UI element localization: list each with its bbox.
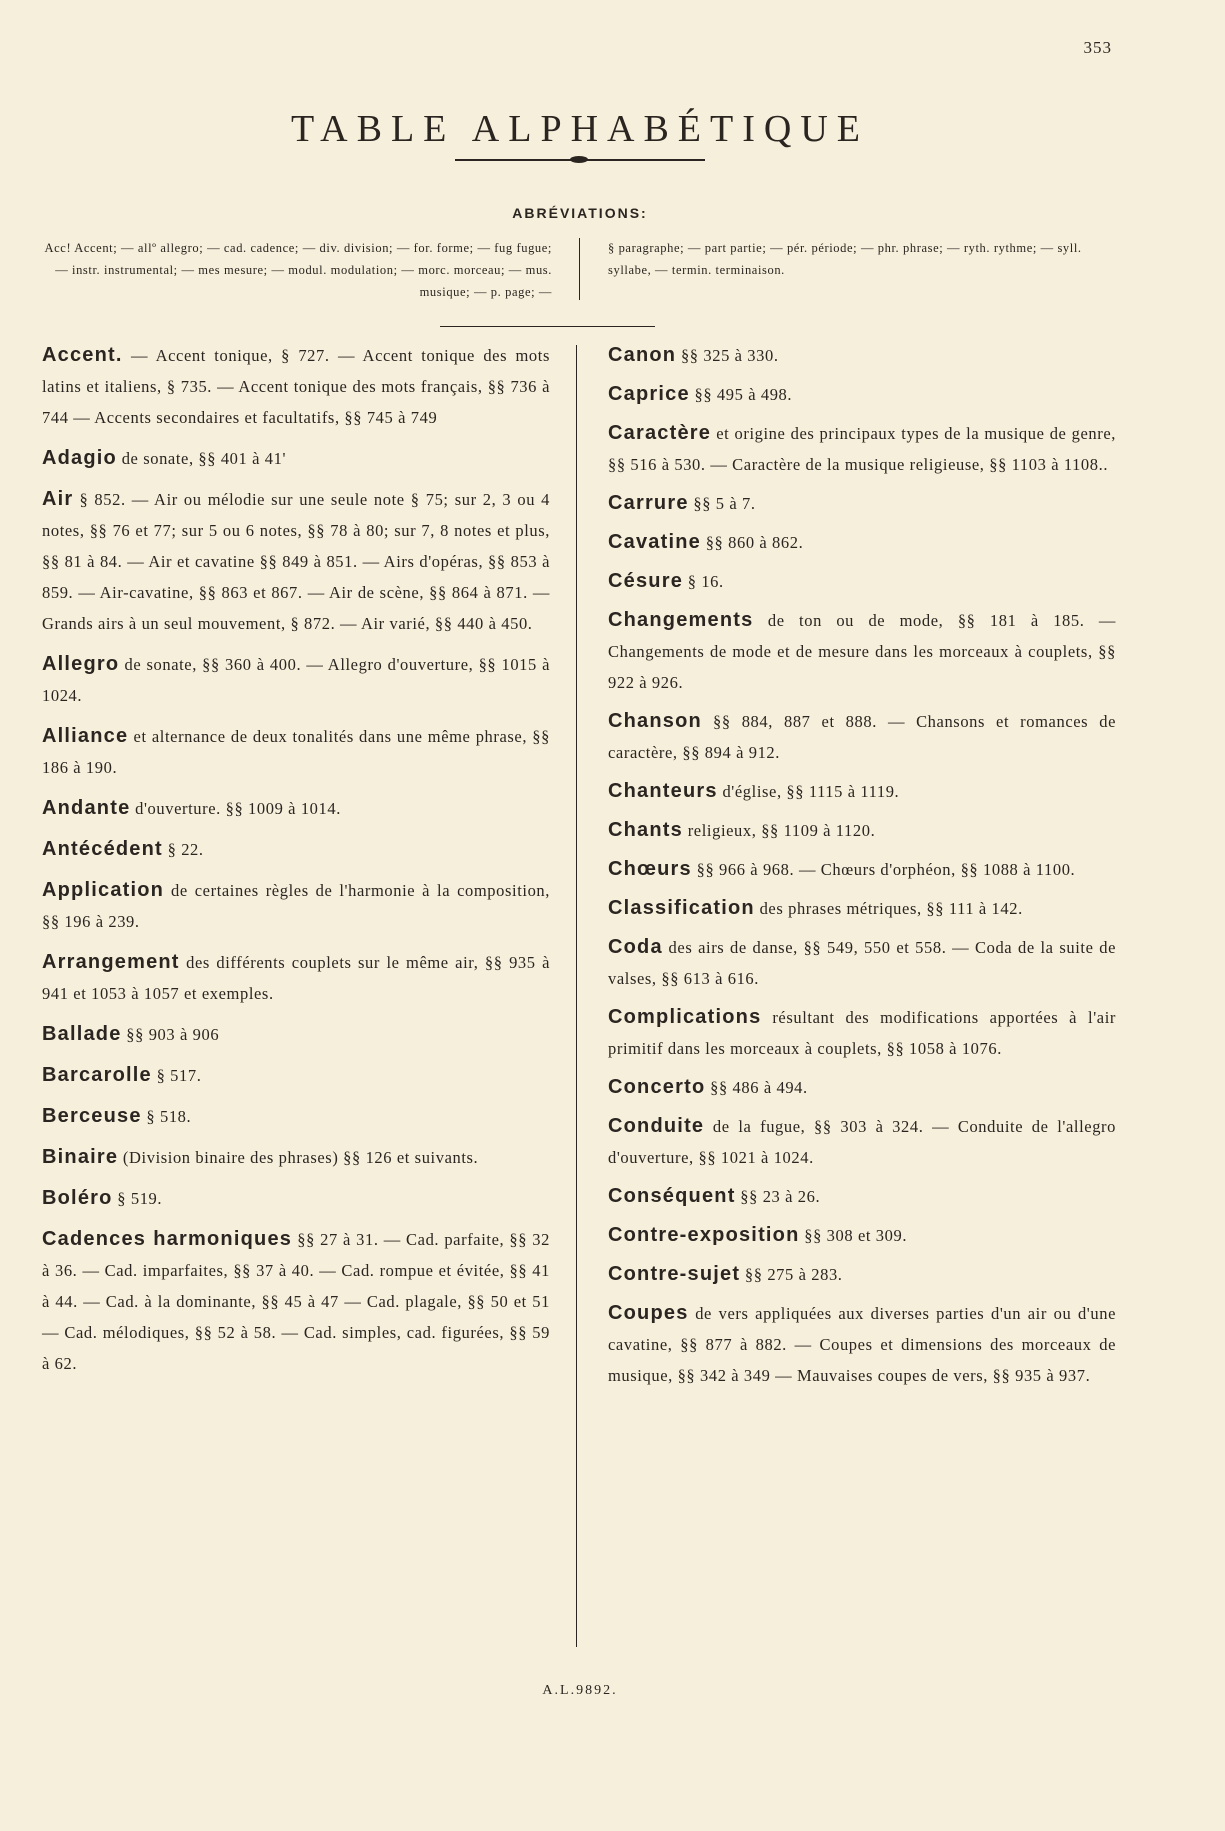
- index-entry: [608, 1111, 1116, 1173]
- entry-body: des airs de danse, §§ 549, 550 et 558. — Coda de la suite de valses, §§ 613 à 616.: [608, 938, 1116, 988]
- index-entry: [42, 484, 550, 639]
- entry-headword: Césure: [608, 570, 684, 592]
- entry-headword: Changements: [608, 609, 754, 631]
- index-entry: [42, 721, 550, 783]
- entry-headword: Allegro: [42, 653, 120, 675]
- entry-headword: Chœurs: [608, 858, 692, 880]
- entry-body: §§ 27 à 31. — Cad. parfaite, §§ 32 à 36. — Cad. imparfaites, §§ 37 à 40. — Cad. rompue et évitée, §§ 41 à 44. — Cad. à la dominante, §§ 45 à 47 — Cad. plagale, §§ 50 et 51 — Cad. mélodiques, §§ 52 à 58. — Cad. simples, cad. figurées, §§ 59 à 62.: [42, 1230, 551, 1373]
- index-entry: [42, 1060, 550, 1091]
- entry-body: et origine des principaux types de la musique de genre, §§ 516 à 530. — Caractère de la musique religieuse, §§ 1103 à 1108..: [608, 424, 1116, 474]
- ornament-dot: [570, 156, 588, 163]
- entry-headword: Andante: [42, 797, 131, 819]
- entry-body: § 518.: [141, 1107, 192, 1126]
- entry-headword: Caractère: [608, 422, 712, 444]
- entry-body: § 852. — Air ou mélodie sur une seule note § 75; sur 2, 3 ou 4 notes, §§ 76 et 77; sur 5 ou 6 notes, §§ 78 à 80; sur 7, 8 notes et plus, §§ 81 à 84. — Air et cavatine §§ 849 à 851. — Airs d'opéras, §§ 853 à 859. — Air-cavatine, §§ 863 et 867. — Air de scène, §§ 864 à 871. — Grands airs à un seul mouvement, § 872. — Air varié, §§ 440 à 450.: [42, 490, 550, 633]
- entry-body: d'ouverture. §§ 1009 à 1014.: [130, 799, 341, 818]
- index-entry: [608, 1181, 1116, 1212]
- abbreviations-divider: [579, 238, 580, 300]
- index-entry: [608, 706, 1116, 768]
- index-entry: [608, 488, 1116, 519]
- entry-body: § 517.: [151, 1066, 202, 1085]
- index-entry: [608, 932, 1116, 994]
- entry-headword: Air: [42, 488, 74, 510]
- entry-headword: Ballade: [42, 1023, 122, 1045]
- entry-headword: Chants: [608, 819, 683, 841]
- entry-headword: Chanson: [608, 710, 702, 732]
- entry-body: de la fugue, §§ 303 à 324. — Conduite de l'allegro d'ouverture, §§ 1021 à 1024.: [608, 1117, 1116, 1167]
- entry-headword: Antécédent: [42, 838, 163, 860]
- entry-body: religieux, §§ 1109 à 1120.: [682, 821, 876, 840]
- entry-headword: Berceuse: [42, 1105, 142, 1127]
- index-entry: [608, 1298, 1116, 1391]
- entry-headword: Accent.: [42, 344, 123, 366]
- entry-headword: Chanteurs: [608, 780, 718, 802]
- index-entry: [608, 1002, 1116, 1064]
- entry-headword: Adagio: [42, 447, 117, 469]
- page-number: 353: [1083, 38, 1112, 57]
- column-divider: [576, 345, 577, 1647]
- footer-plate-number: A.L.9892.: [542, 1683, 618, 1698]
- entry-body: de ton ou de mode, §§ 181 à 185. — Changements de mode et de mesure dans les morceaux à couplets, §§ 922 à 926.: [608, 611, 1116, 692]
- index-entry: [608, 815, 1116, 846]
- entry-body: de sonate, §§ 401 à 41': [116, 449, 287, 468]
- entry-body: §§ 275 à 283.: [740, 1265, 843, 1284]
- index-entry: [608, 1072, 1116, 1103]
- index-entry: [42, 1142, 550, 1173]
- index-entry: [42, 1224, 550, 1379]
- index-entry: [42, 1101, 550, 1132]
- entry-body: § 16.: [683, 572, 724, 591]
- entry-body: de sonate, §§ 360 à 400. — Allegro d'ouverture, §§ 1015 à 1024.: [42, 655, 550, 705]
- entry-body: des différents couplets sur le même air, §§ 935 à 941 et 1053 à 1057 et exemples.: [42, 953, 550, 1003]
- index-entry: [608, 566, 1116, 597]
- entry-body: §§ 884, 887 et 888. — Chansons et romances de caractère, §§ 894 à 912.: [608, 712, 1116, 762]
- entry-headword: Alliance: [42, 725, 129, 747]
- entry-headword: Boléro: [42, 1187, 113, 1209]
- index-column-left: [42, 340, 550, 1379]
- abbreviations-rule: [440, 326, 655, 327]
- entry-headword: Contre-sujet: [608, 1263, 741, 1285]
- entry-body: § 519.: [112, 1189, 163, 1208]
- index-entry: [608, 1259, 1116, 1290]
- index-entry: [42, 340, 550, 433]
- entry-body: et alternance de deux tonalités dans une même phrase, §§ 186 à 190.: [42, 727, 550, 777]
- index-entry: [608, 527, 1116, 558]
- title-ornament: [455, 156, 705, 164]
- entry-body: de vers appliquées aux diverses parties d'un air ou d'une cavatine, §§ 877 à 882. — Coupes et dimensions des morceaux de musique, §§ 342 à 349 — Mauvaises coupes de vers, §§ 935 à 937.: [608, 1304, 1116, 1385]
- index-entry: [42, 834, 550, 865]
- abbreviations-right: § paragraphe; — part partie; — pér. période; — phr. phrase; — ryth. rythme; — syll. syllabe, — termin. terminaison.: [608, 241, 1082, 277]
- index-entry: [42, 1183, 550, 1214]
- entry-headword: Coupes: [608, 1302, 689, 1324]
- entry-body: §§ 966 à 968. — Chœurs d'orphéon, §§ 1088 à 1100.: [691, 860, 1076, 879]
- entry-headword: Caprice: [608, 383, 690, 405]
- entry-body: §§ 486 à 494.: [705, 1078, 808, 1097]
- entry-body: des phrases métriques, §§ 111 à 142.: [754, 899, 1023, 918]
- index-column-right: [608, 340, 1116, 1391]
- entry-body: §§ 860 à 862.: [700, 533, 804, 552]
- abbreviations-heading: ABRÉVIATIONS:: [512, 205, 648, 221]
- index-entry: [42, 875, 550, 937]
- index-entry: [608, 1220, 1116, 1251]
- index-entry: [42, 1019, 550, 1050]
- entry-headword: Carrure: [608, 492, 689, 514]
- entry-body: §§ 903 à 906: [121, 1025, 220, 1044]
- index-entry: [608, 379, 1116, 410]
- abbreviations-left: Acc! Accent; — allº allegro; — cad. cadence; — div. division; — for. forme; — fug fugue; — instr. instrumental; — mes mesure; — modul. modulation; — morc. morceau; — mus. musique; — p. page; —: [44, 241, 552, 299]
- entry-body: § 22.: [162, 840, 204, 859]
- index-entry: [608, 776, 1116, 807]
- entry-body: §§ 308 et 309.: [799, 1226, 908, 1245]
- entry-headword: Complications: [608, 1006, 762, 1028]
- index-entry: [608, 340, 1116, 371]
- entry-body: de certaines règles de l'harmonie à la composition, §§ 196 à 239.: [42, 881, 550, 931]
- index-entry: [608, 418, 1116, 480]
- index-entry: [608, 854, 1116, 885]
- entry-headword: Conséquent: [608, 1185, 736, 1207]
- entry-headword: Arrangement: [42, 951, 180, 973]
- entry-headword: Canon: [608, 344, 677, 366]
- entry-body: résultant des modifications apportées à l'air primitif dans les morceaux à couplets, §§ 1058 à 1076.: [608, 1008, 1116, 1058]
- index-entry: [42, 443, 550, 474]
- entry-headword: Contre-exposition: [608, 1224, 800, 1246]
- index-entry: [42, 947, 550, 1009]
- entry-headword: Concerto: [608, 1076, 706, 1098]
- entry-headword: Conduite: [608, 1115, 705, 1137]
- index-entry: [608, 605, 1116, 698]
- entry-body: §§ 495 à 498.: [689, 385, 793, 404]
- entry-headword: Application: [42, 879, 165, 901]
- entry-headword: Classification: [608, 897, 755, 919]
- entry-headword: Barcarolle: [42, 1064, 152, 1086]
- index-entry: [42, 793, 550, 824]
- page-title: TABLE ALPHABÉTIQUE: [291, 108, 869, 151]
- entry-body: (Division binaire des phrases) §§ 126 et suivants.: [118, 1148, 479, 1167]
- entry-headword: Coda: [608, 936, 663, 958]
- entry-body: — Accent tonique, § 727. — Accent tonique des mots latins et italiens, § 735. — Accent tonique des mots français, §§ 736 à 744 — Accents secondaires et facultatifs, §§ 745 à 749: [42, 346, 550, 427]
- entry-body: §§ 5 à 7.: [688, 494, 756, 513]
- index-entry: [42, 649, 550, 711]
- entry-headword: Binaire: [42, 1146, 119, 1168]
- index-entry: [608, 893, 1116, 924]
- entry-body: d'église, §§ 1115 à 1119.: [717, 782, 900, 801]
- entry-headword: Cadences harmoniques: [42, 1228, 293, 1250]
- entry-body: §§ 23 à 26.: [735, 1187, 821, 1206]
- entry-headword: Cavatine: [608, 531, 701, 553]
- entry-body: §§ 325 à 330.: [676, 346, 779, 365]
